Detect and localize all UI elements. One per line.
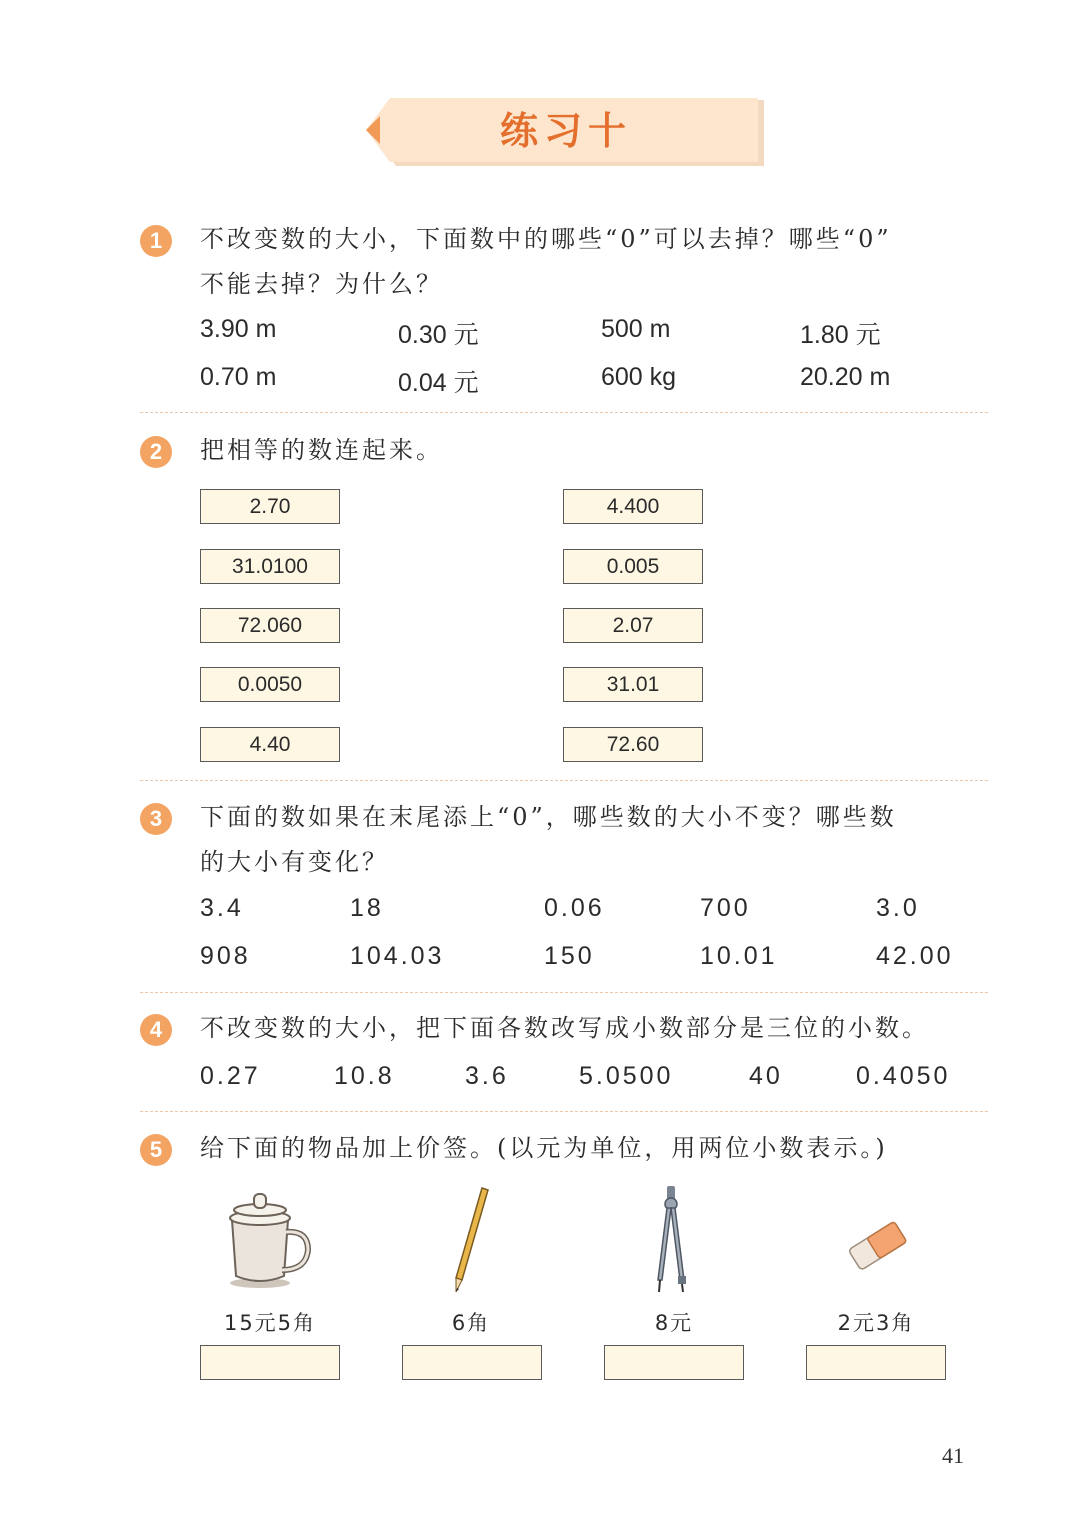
price-label: 6角 [451,1311,491,1335]
right-match-box[interactable]: 0.005 [563,549,703,584]
left-match-box[interactable]: 72.060 [200,608,340,643]
q3-value: 700 [700,894,751,922]
right-match-box[interactable]: 4.400 [563,489,703,524]
q1-value: 3.90 m [200,315,277,343]
question-number-5: 5 [140,1134,172,1166]
question-4-line-1: 不改变数的大小，把下面各数改写成小数部分是三位的小数。 [200,1014,929,1042]
section-divider [140,992,988,993]
price-label: 8元 [654,1311,694,1335]
q1-value: 0.70 m [200,363,277,391]
q3-value: 3.4 [200,894,244,922]
price-answer-box[interactable] [402,1345,542,1380]
q3-value: 0.06 [544,894,605,922]
page-title: 练习十 [499,108,632,153]
price-answer-box[interactable] [806,1345,946,1380]
section-divider [140,1111,988,1112]
question-number-1: 1 [140,225,172,257]
price-label: 15元5角 [223,1311,317,1335]
q1-value: 1.80 元 [800,321,881,349]
q1-value: 600 kg [601,363,677,391]
q3-value: 42.00 [876,942,954,970]
left-match-box[interactable]: 0.0050 [200,667,340,702]
q3-value: 3.0 [876,894,920,922]
left-match-box[interactable]: 4.40 [200,727,340,762]
compass-icon [650,1184,694,1296]
q4-value: 5.0500 [579,1062,674,1090]
q3-value: 18 [350,894,384,922]
page-number: 41 [942,1443,964,1468]
price-answer-box[interactable] [604,1345,744,1380]
left-match-box[interactable]: 2.70 [200,489,340,524]
right-match-box[interactable]: 2.07 [563,608,703,643]
q3-value: 150 [544,942,595,970]
question-2-line-1: 把相等的数连起来。 [200,436,443,464]
q4-value: 3.6 [465,1062,509,1090]
q1-value: 0.04 元 [398,369,479,397]
q3-value: 104.03 [350,942,445,970]
q4-value: 10.8 [334,1062,395,1090]
question-3-line-1: 下面的数如果在末尾添上“0”，哪些数的大小不变？哪些数 [200,803,897,831]
right-match-box[interactable]: 31.01 [563,667,703,702]
mug-icon [222,1190,314,1290]
q1-value: 0.30 元 [398,321,479,349]
question-1-line-1: 不改变数的大小，下面数中的哪些“0”可以去掉？哪些“0” [200,225,892,253]
question-1-line-2: 不能去掉？为什么？ [200,270,443,298]
right-match-box[interactable]: 72.60 [563,727,703,762]
eraser-icon [842,1212,912,1278]
q1-value: 500 m [601,315,671,343]
q4-value: 0.4050 [856,1062,951,1090]
q3-value: 10.01 [700,942,778,970]
title-banner [366,98,766,168]
q4-value: 40 [749,1062,783,1090]
question-3-line-2: 的大小有变化？ [200,848,389,876]
question-number-3: 3 [140,803,172,835]
q4-value: 0.27 [200,1062,261,1090]
price-answer-box[interactable] [200,1345,340,1380]
left-match-box[interactable]: 31.0100 [200,549,340,584]
question-number-2: 2 [140,436,172,468]
q1-value: 20.20 m [800,363,891,391]
pencil-icon [446,1184,496,1294]
q3-value: 908 [200,942,251,970]
question-number-4: 4 [140,1014,172,1046]
section-divider [140,412,988,413]
section-divider [140,780,988,781]
price-label: 2元3角 [837,1311,915,1335]
question-5-line-1: 给下面的物品加上价签。(以元为单位，用两位小数表示。) [200,1134,888,1162]
